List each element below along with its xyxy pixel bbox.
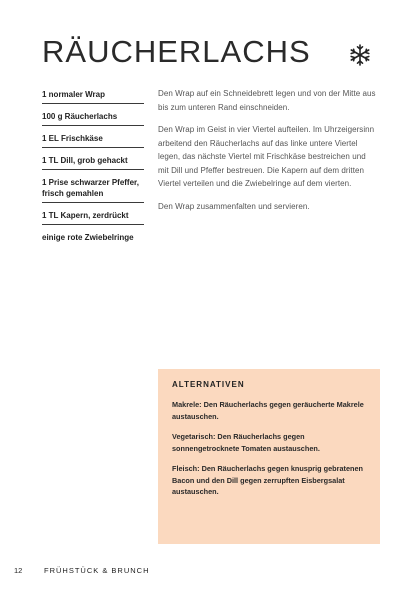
ingredient-item: 1 TL Dill, grob gehackt — [42, 152, 144, 170]
ingredient-item: 1 Prise schwarzer Pfeffer, frisch gemahlen — [42, 174, 144, 203]
alternative-item: Fleisch: Den Räucherlachs gegen knusprig gebratenen Bacon und den Dill gegen zerrupften Eisbergsalat austauschen. — [172, 464, 363, 496]
method-step: Den Wrap zusammenfalten und servieren. — [158, 201, 310, 211]
alternatives-list — [172, 399, 368, 507]
ingredient-item: 1 EL Frischkäse — [42, 130, 144, 148]
ingredient-item: einige rote Zwiebelringe — [42, 233, 134, 242]
recipe-title: RÄUCHERLACHS — [42, 34, 311, 69]
method-text — [158, 87, 378, 222]
section-title: FRÜHSTÜCK & BRUNCH — [44, 566, 150, 575]
ingredient-item: 1 TL Kapern, zerdrückt — [42, 207, 144, 225]
page-number: 12 — [14, 566, 23, 575]
snowflake-icon — [349, 44, 371, 66]
ingredient-list — [42, 86, 144, 250]
alternative-item: Makrele: Den Räucherlachs gegen geräucherte Makrele austauschen. — [172, 400, 364, 421]
alternatives-heading: ALTERNATIVEN — [172, 380, 245, 389]
ingredient-item: 100 g Räucherlachs — [42, 108, 144, 126]
method-step: Den Wrap im Geist in vier Viertel aufteilen. Im Uhrzeigersinn arbeitend den Räucherlachs auf das linke untere Viertel legen, das nächste Viertel mit Frischkäse bestreichen und mit Dill und Pfeffer bestreuen. Die Kapern auf dem dritten Viertel verteilen und die Zwiebelringe auf dem vierten. — [158, 125, 375, 188]
alternatives-box — [158, 369, 380, 544]
ingredient-item: 1 normaler Wrap — [42, 86, 144, 104]
method-step: Den Wrap auf ein Schneidebrett legen und von der Mitte aus bis zum unteren Rand einschneiden. — [158, 89, 376, 112]
alternative-item: Vegetarisch: Den Räucherlachs gegen sonnengetrocknete Tomaten austauschen. — [172, 432, 320, 453]
